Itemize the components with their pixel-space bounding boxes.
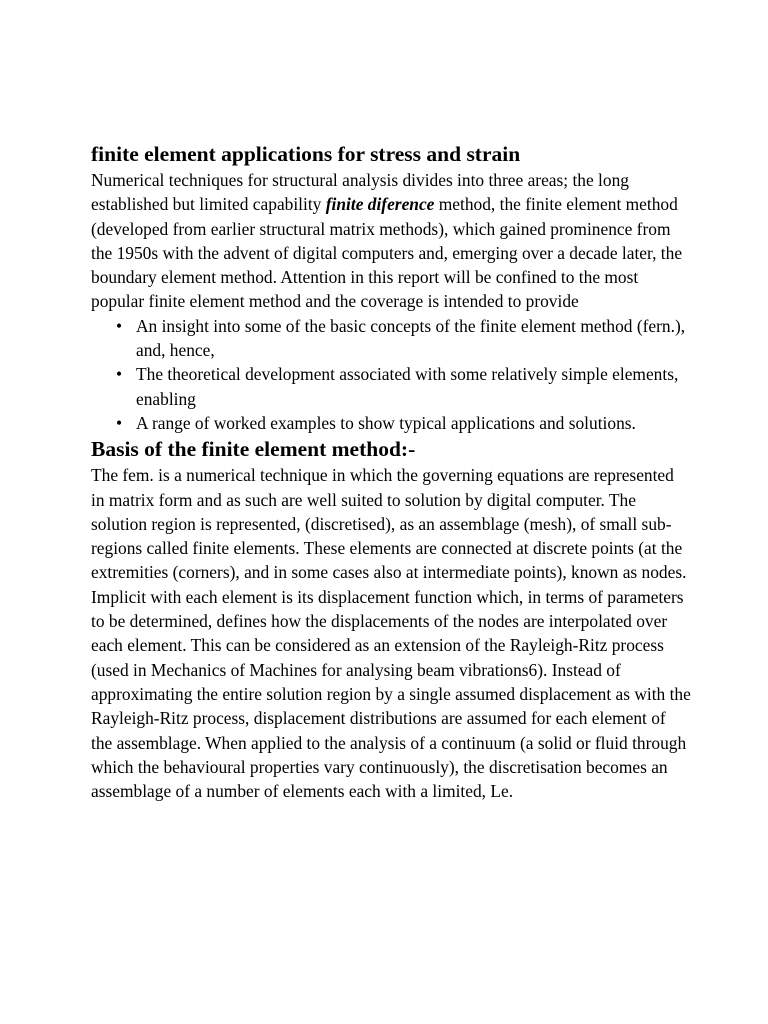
intro-text-part1: Numerical techniques for structural analysis divides into three areas; the long established but limited capability	[91, 170, 629, 215]
section-heading-applications: finite element applications for stress and strain	[91, 142, 521, 166]
bullet-icon: •	[116, 315, 123, 336]
intro-emphasis: finite diference	[325, 194, 435, 215]
bullet-list	[91, 314, 691, 435]
list-item-text: The theoretical development associated with some relatively simple elements, enabling	[136, 364, 679, 409]
list-item	[91, 411, 691, 435]
list-item-text: A range of worked examples to show typical applications and solutions.	[136, 412, 636, 433]
bullet-icon: •	[116, 412, 123, 433]
document-page	[91, 140, 691, 803]
intro-text-part2: method, the finite element method (developed from earlier structural matrix methods), which gained prominence from the 1950s with the advent of digital computers and, emerging over a decade later, the boundary element method. Attention in this report will be confined to the most popular finite element method and the coverage is intended to provide	[91, 194, 683, 312]
section-heading-basis: Basis of the finite element method:-	[91, 437, 416, 462]
body-paragraph: The fem. is a numerical technique in which the governing equations are represented in matrix form and as such are well suited to solution by digital computer. The solution region is represented, (discretised), as an assemblage (mesh), of small sub-regions called finite elements. These elements are connected at discrete points (at the extremities (corners), and in some cases also at intermediate points), known as nodes. Implicit with each element is its displacement function which, in terms of parameters to be determined, defines how the displacements of the nodes are interpolated over each element. This can be considered as an extension of the Rayleigh-Ritz process (used in Mechanics of Machines for analysing beam vibrations6). Instead of approximating the entire solution region by a single assumed displacement as with the Rayleigh-Ritz process, displacement distributions are assumed for each element of the assemblage. When applied to the analysis of a continuum (a solid or fluid through which the behavioural properties vary continuously), the discretisation becomes an assemblage of a number of elements each with a limited, Le.	[91, 465, 691, 802]
intro-paragraph	[91, 168, 691, 314]
list-item-text: An insight into some of the basic concepts of the finite element method (fern.), and, hence,	[136, 315, 686, 361]
bullet-icon: •	[116, 364, 123, 385]
list-item	[91, 314, 691, 363]
list-item	[91, 362, 691, 411]
